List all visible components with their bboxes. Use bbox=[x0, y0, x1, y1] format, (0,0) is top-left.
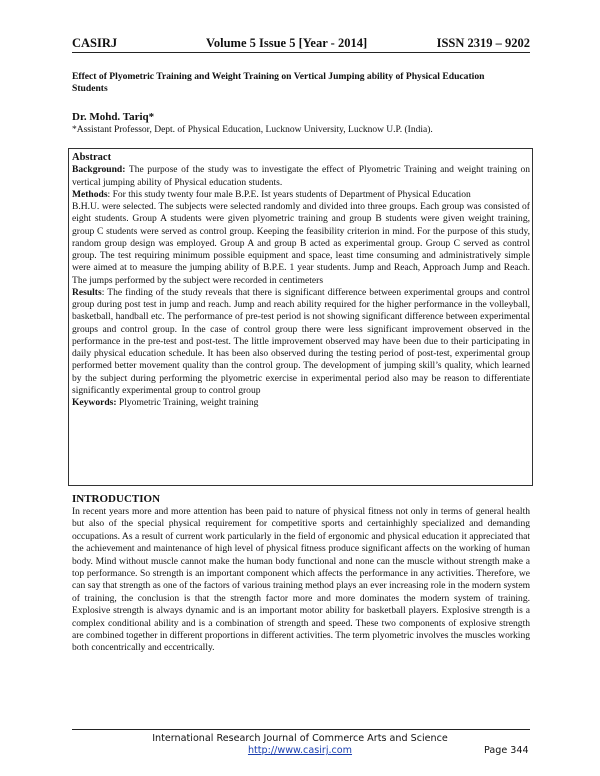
introduction-heading: INTRODUCTION bbox=[72, 493, 161, 505]
abstract-heading: Abstract bbox=[72, 152, 112, 163]
methods-text: : For this study twenty four male B.P.E. Ist years students of Department of Physical Education bbox=[107, 188, 471, 200]
author-name: Dr. Mohd. Tariq* bbox=[72, 111, 155, 123]
methods-continuation: B.H.U. were selected. The subjects were selected randomly and divided into three groups. Each group was consisted of eight students. Group A students were given plyometric training and group B students were given weight training, group C students were served as control group. Keeping the feasibility criterion in mind. For the purpose of this study, random group design was employed. Group A and group B acted as experimental group. Group C served as control group. The test requiring minimum possible equipment and space, least time consuming and administratively simple were aimed at to measure the jumping ability of B.P.E. 1 year students. Jump and Reach, Approach Jump and Reach. The jumps performed by the subject were recorded in centimeters bbox=[72, 201, 530, 286]
running-header bbox=[72, 36, 530, 52]
paper-title: Effect of Plyometric Training and Weight Training on Vertical Jumping ability of Physical Education Students bbox=[72, 71, 485, 94]
volume-issue: Volume 5 Issue 5 [Year - 2014] bbox=[206, 36, 368, 50]
journal-abbrev: CASIRJ bbox=[72, 36, 118, 50]
author-affiliation: *Assistant Professor, Dept. of Physical Education, Lucknow University, Lucknow U.P. (India). bbox=[72, 125, 433, 135]
abstract bbox=[72, 152, 530, 409]
abstract-background bbox=[72, 164, 530, 189]
results-label: Results bbox=[72, 286, 102, 298]
journal-link[interactable]: http://www.casirj.com bbox=[247, 745, 353, 756]
abstract-results bbox=[72, 287, 530, 397]
abstract-methods bbox=[72, 189, 530, 201]
footer-rule bbox=[72, 729, 530, 730]
footer-journal-name: International Research Journal of Commerce Arts and Science bbox=[152, 733, 448, 744]
introduction-text: In recent years more and more attention has been paid to nature of physical fitness not only in terms of general health but also of the special physical requirement for competitive sports and certainhighly specialized and demanding occupations. As a result of current work particularly in the field of ergonomic and physical education it appreciated that the achievement and maintenance of high level of physical fitness produce significant affects on the working of human body. Mind without muscle cannot make the human body functional and none can the muscle without strength make a top performance. So strength is an important component which affects the performance in any activities. Therefore, we can say that strength as one of the factors of various training method plays an ever increasing role in the modern system of training, the conclusion is that the strength factor more and more dominates the modern system of training. Explosive strength is always dynamic and is an important motor ability for basketball players. Explosive strength is a complex conditional ability and is a combination of strength and speed. These two components of explosive strength are combined together in different proportions in different activities. The term plyometric involves the muscles working both concentrically and eccentrically. bbox=[72, 506, 530, 654]
results-text: : The finding of the study reveals that there is significant difference between experimental groups and control group during post test in jump and reach. Jump and reach ability required for the higher performance in the volleyball, basketball, handball etc. The performance of pre-test period is not showing significant difference between experimental groups and control group. In the case of control group there were less significant improvement observed in the performance in the pre-test and post-test. The little improvement observed may have been due to their participating in daily physical education schedule. It has been also observed during the testing period of post-test, experimental group performed better movement quality than the control group. The development of jumping skill’s quality, which learned by the subject during performing the plyometric exercise in experimental period also may be reason to differentiate significantly experimental group to control group bbox=[72, 286, 530, 396]
page-number: Page 344 bbox=[484, 745, 529, 756]
methods-label: Methods bbox=[72, 188, 108, 200]
abstract-keywords bbox=[72, 397, 530, 409]
keywords-label: Keywords: bbox=[72, 397, 117, 408]
background-label: Background: bbox=[72, 164, 126, 176]
background-text: The purpose of the study was to investigate the effect of Plyometric Training and weight training on vertical jumping ability of Physical education students. bbox=[72, 164, 530, 188]
issn: ISSN 2319 – 9202 bbox=[436, 36, 530, 50]
header-rule bbox=[72, 52, 530, 53]
keywords-text: Plyometric Training, weight training bbox=[116, 397, 259, 408]
